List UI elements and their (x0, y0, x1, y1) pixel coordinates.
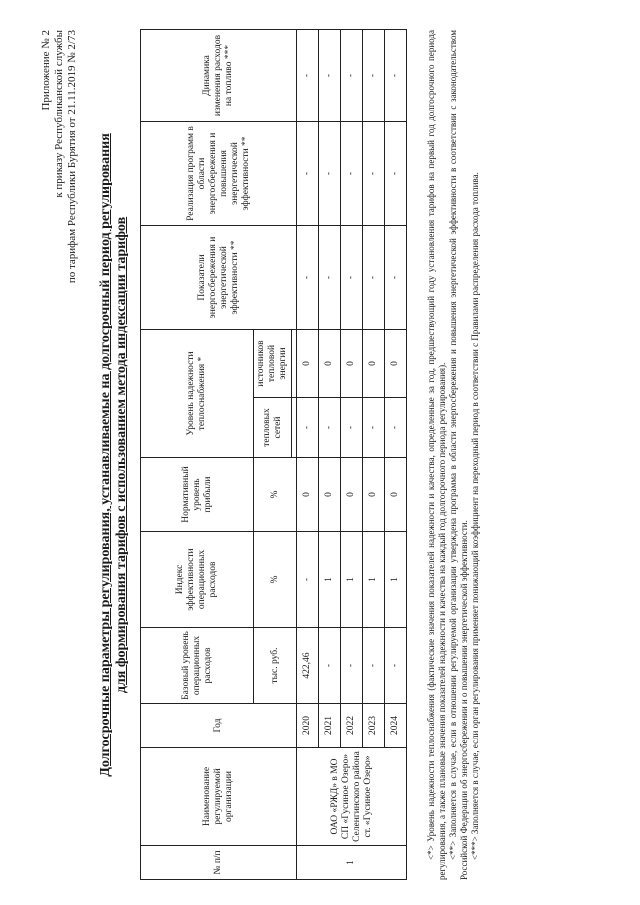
row-year: 2022 (341, 704, 363, 748)
row-profit: 0 (297, 458, 319, 532)
header-program: Реализация программ в области энергосбережения и повышения энергетической эффективности ** (141, 121, 297, 225)
row-index: 1 (385, 532, 407, 628)
footnote-fuel: <***> Заполняется в случае, если орган регулирования применяет понижающий коэффициент на переходный период в соответствии с Правилами распределения расхода топлива. (470, 172, 480, 860)
row-energy: - (385, 225, 407, 329)
row-year: 2020 (297, 704, 319, 748)
row-base: 422,46 (297, 628, 319, 704)
row-base: - (363, 628, 385, 704)
row-networks: - (319, 398, 341, 458)
title-line-1: Долгосрочные параметры регулирования, устанавливаемые на долгосрочный период регулирования (98, 133, 113, 777)
row-sources: 0 (341, 329, 363, 397)
row-fuel: - (319, 29, 341, 121)
row-index: - (297, 532, 319, 628)
org-num: 1 (297, 846, 407, 880)
row-year: 2023 (363, 704, 385, 748)
header-org: Наименование регулируемой организации (141, 748, 297, 846)
footnote-reliability: <*> Уровень надежности теплоснабжения (фактические значения показателей надежности и качества, определенные за год, предшествующий году установления тарифов на первый год долгосрочного периода регулирования, а также плановые значения показателей надежности и качества на каждый год долгосрочного периода регулирования). (426, 30, 447, 880)
appendix-number: Приложение № 2 (40, 30, 52, 111)
document-title (98, 60, 130, 850)
row-profit: 0 (363, 458, 385, 532)
row-sources: 0 (363, 329, 385, 397)
title-line-2: для формирования тарифов с использованием метода индексации тарифов (114, 216, 129, 694)
unit-index: % (254, 532, 297, 628)
header-year: Год (141, 704, 297, 748)
header-fuel: Динамика изменения расходов на топливо *** (141, 29, 297, 121)
parameters-table (140, 29, 407, 880)
row-networks: - (385, 398, 407, 458)
row-index: 1 (319, 532, 341, 628)
header-index: Индекс эффективности операционных расходов (141, 532, 254, 628)
header-base: Базовый уровень операционных расходов (141, 628, 254, 704)
row-index: 1 (363, 532, 385, 628)
appendix-order: к приказу Республиканской службы (53, 30, 65, 198)
document-sheet (40, 30, 510, 880)
row-index: 1 (341, 532, 363, 628)
footnotes (426, 30, 481, 880)
header-num: № п/п (141, 846, 297, 880)
header-rel-sources: источников тепловой энергии (254, 329, 292, 397)
row-program: - (297, 121, 319, 225)
row-sources: 0 (385, 329, 407, 397)
row-networks: - (341, 398, 363, 458)
row-base: - (341, 628, 363, 704)
row-fuel: - (385, 29, 407, 121)
table-row (297, 29, 319, 879)
row-base: - (319, 628, 341, 704)
row-fuel: - (297, 29, 319, 121)
header-energy: Показатели энергосбережения и энергетической эффективности ** (141, 225, 297, 329)
row-profit: 0 (319, 458, 341, 532)
row-energy: - (297, 225, 319, 329)
row-program: - (363, 121, 385, 225)
row-sources: 0 (319, 329, 341, 397)
org-name: ОАО «РЖД» в МО СП «Гусиное Озеро» Селенгинского района ст. «Гусиное Озеро» (297, 748, 407, 846)
header-reliability: Уровень надежности теплоснабжения * (141, 329, 254, 457)
row-energy: - (363, 225, 385, 329)
row-program: - (341, 121, 363, 225)
row-energy: - (319, 225, 341, 329)
row-sources: 0 (297, 329, 319, 397)
unit-base: тыс. руб. (254, 628, 297, 704)
header-profit: Нормативный уровень прибыли (141, 458, 254, 532)
row-fuel: - (341, 29, 363, 121)
appendix-order-date: по тарифам Республики Бурятия от 21.11.2019 № 2/73 (66, 30, 78, 284)
row-energy: - (341, 225, 363, 329)
row-base: - (385, 628, 407, 704)
row-profit: 0 (341, 458, 363, 532)
footnote-energy-program: <**> Заполняется в случае, если в отношении регулируемой организации утверждена программа в области энергосбережения и повышения энергетической эффективности в соответствии с законодательством Российской Федерации об энергосбережении и о повышении энергетической эффективности. (448, 30, 469, 880)
header-rel-networks: тепловых сетей (254, 398, 292, 458)
row-fuel: - (363, 29, 385, 121)
row-program: - (385, 121, 407, 225)
row-year: 2024 (385, 704, 407, 748)
row-networks: - (297, 398, 319, 458)
unit-profit: % (254, 458, 297, 532)
appendix-header (40, 30, 79, 450)
row-networks: - (363, 398, 385, 458)
row-year: 2021 (319, 704, 341, 748)
row-program: - (319, 121, 341, 225)
row-profit: 0 (385, 458, 407, 532)
